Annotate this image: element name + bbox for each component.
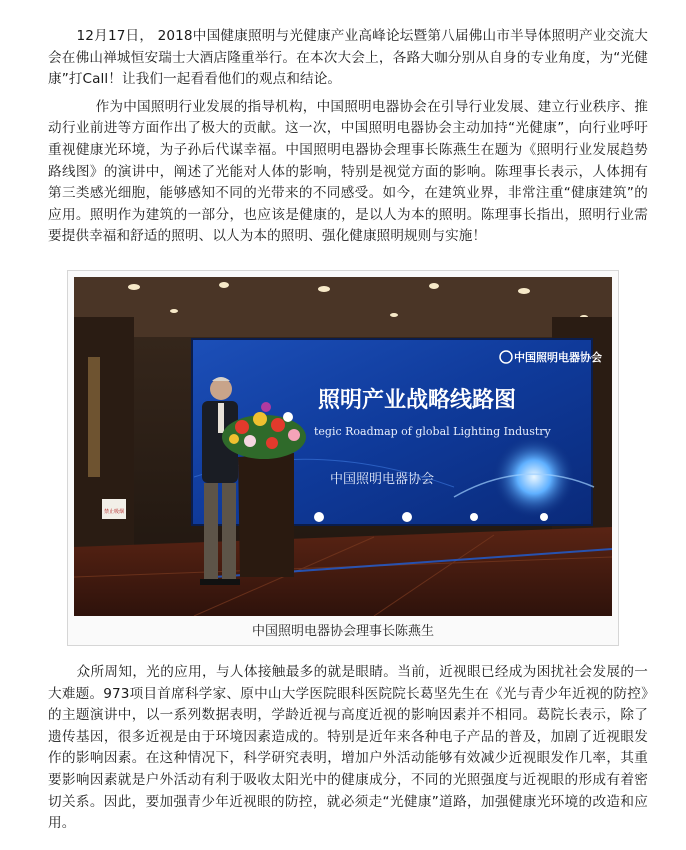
screen-subtitle: tegic Roadmap of global Lighting Industry <box>314 425 551 438</box>
screen-logo-text: 中国照明电器协会 <box>514 351 602 364</box>
article-bottom <box>48 662 648 835</box>
podium <box>238 453 294 577</box>
screen-org: 中国照明电器协会 <box>330 472 435 487</box>
paragraph-association: 作为中国照明行业发展的指导机构，中国照明电器协会在引导行业发展、建立行业秩序、推动行业前进等方面作出了极大的贡献。这一次，中国照明电器协会主动加持“光健康”，向行业呼吁重视健康光环境，为子孙后代谋幸福。中国照明电器协会理事长陈燕生在题为《照明行业发展趋势路线图》的演讲中，阐述了光能对人体的影响，特别是视觉方面的影响。陈理事长表示，人体拥有第三类感光细胞，能够感知不同的光带来的不同感受。如今，在建筑业界，非常注重“健康建筑”的应用。照明作为建筑的一部分，也应该是健康的，是以人为本的照明。陈理事长指出，照明行业需要提供幸福和舒适的照明、以人为本的照明、强化健康照明规则与实施！ <box>48 98 648 245</box>
sign-text: 禁止吸烟 <box>104 509 125 515</box>
figure-caption: 中国照明电器协会理事长陈燕生 <box>251 624 434 639</box>
article-figure <box>67 270 619 646</box>
paragraph-myopia: 众所周知，光的应用，与人体接触最多的就是眼睛。当前，近视眼已经成为困扰社会发展的一大难题。973项目首席科学家、原中山大学医院眼科医院院长葛坚先生在《光与青少年近视的防控》的主题演讲中，以一系列数据表明，学龄近视与高度近视的影响因素并不相同。葛院长表示，除了遗传基因，很多近视是由于环境因素造成的。特别是近年来各种电子产品的普及，加剧了近视眼发作的影响因素。在这种情况下，科学研究表明，增加户外活动能够有效减少近视眼发作几率，其重要影响因素就是户外活动有利于吸收太阳光中的健康成分，不同的光照强度与近视眼的形成有着密切关系。因此，要加强青少年近视眼的防控，就必须走“光健康”道路，加强健康光环境的改造和应用。 <box>48 664 648 832</box>
stage-illustration <box>74 277 612 616</box>
screen-title: 照明产业战略线路图 <box>318 388 517 413</box>
paragraph-intro: 12月17日， 2018中国健康照明与光健康产业高峰论坛暨第八届佛山市半导体照明产业交流大会在佛山禅城恒安瑞士大酒店隆重举行。在本次大会上，各路大咖分别从自身的专业角度，为“光健康”打Call！让我们一起看看他们的观点和结论。 <box>48 28 648 88</box>
event-photo <box>74 277 612 616</box>
article-top <box>48 26 648 248</box>
